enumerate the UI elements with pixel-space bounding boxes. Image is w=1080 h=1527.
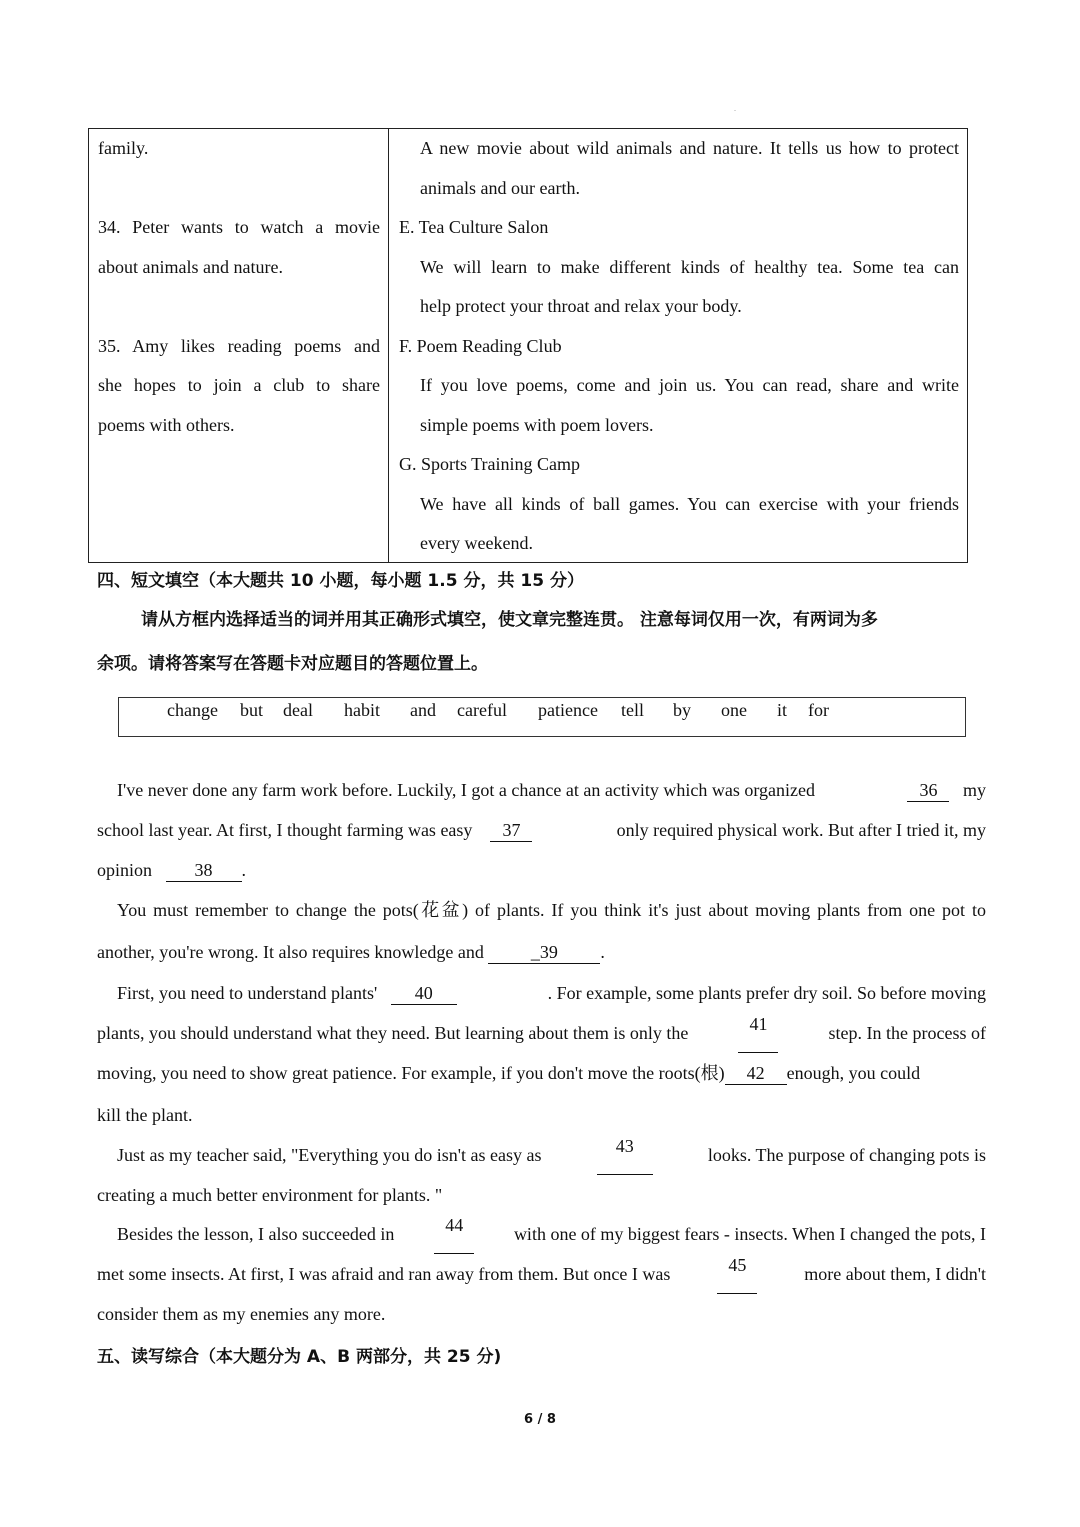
option-line: every weekend. xyxy=(420,533,533,553)
passage-text: looks. The purpose of changing pots is xyxy=(707,1145,986,1165)
option-line: We have all kinds of ball games. You can exercise with your friends xyxy=(420,493,959,514)
passage-text: moving, you need to show great patience. For example, if you don't move the roots(根) xyxy=(97,1063,725,1083)
passage-paragraph-1 xyxy=(97,770,986,890)
word-option: habit xyxy=(344,700,380,720)
question-line: poems with others. xyxy=(98,414,235,435)
passage-paragraph-4 xyxy=(97,1135,986,1215)
instruction-line-2: 余项。请将答案写在答题卡对应题目的答题位置上。 xyxy=(97,654,488,674)
blank-36: 36 xyxy=(907,779,949,802)
word-option: deal xyxy=(283,700,313,720)
passage-text: . xyxy=(241,860,247,880)
word-option: tell xyxy=(621,700,644,720)
word-box xyxy=(118,697,966,737)
passage-text: step. In the process of xyxy=(828,1023,986,1043)
word-option: one xyxy=(721,700,747,720)
passage-paragraph-2 xyxy=(97,890,986,974)
instruction-line-1: 请从方框内选择适当的词并用其正确形式填空，使文章完整连贯。 注意每词仅用一次，有两词为多 xyxy=(141,610,878,630)
passage-text: school last year. At first, I thought farming was easy xyxy=(97,820,473,840)
option-heading: F. Poem Reading Club xyxy=(399,335,562,356)
passage-text: enough, you could xyxy=(786,1063,921,1083)
option-line: animals and our earth. xyxy=(420,177,580,198)
passage-text: kill the plant. xyxy=(97,1105,193,1125)
option-line: A new movie about wild animals and nature. It tells us how to protect xyxy=(420,138,959,158)
questions-column xyxy=(89,129,389,562)
scan-dot: . xyxy=(734,104,736,113)
passage-text: creating a much better environment for plants. " xyxy=(97,1185,443,1205)
word-option: by xyxy=(673,700,691,720)
question-line xyxy=(98,169,380,209)
option-line: simple poems with poem lovers. xyxy=(420,414,654,435)
section-4-title: 四、短文填空（本大题共 10 小题，每小题 1.5 分，共 15 分） xyxy=(97,571,584,591)
word-option: for xyxy=(808,700,829,720)
passage-text: only required physical work. But after I tried it, my xyxy=(616,820,986,840)
passage-text: plants, you should understand what they need. But learning about them is only the xyxy=(97,1023,689,1043)
section-5-title: 五、读写综合（本大题分为 A、B 两部分，共 25 分) xyxy=(97,1347,502,1367)
option-line: help protect your throat and relax your body. xyxy=(420,296,742,316)
option-line: We will learn to make different kinds of healthy tea. Some tea can xyxy=(420,256,959,277)
word-option: careful xyxy=(457,700,507,720)
options-column xyxy=(389,129,967,562)
option-line: If you love poems, come and join us. You can read, share and write xyxy=(420,375,959,395)
option-heading: E. Tea Culture Salon xyxy=(399,217,549,237)
passage-text: I've never done any farm work before. Luckily, I got a chance at an activity which was organized xyxy=(117,780,815,800)
question-line: about animals and nature. xyxy=(98,256,283,277)
passage-text: Besides the lesson, I also succeeded in xyxy=(117,1224,395,1244)
question-line xyxy=(98,287,380,327)
blank-38: 38 xyxy=(166,859,242,882)
blank-39: _39 xyxy=(488,941,600,964)
question-line: she hopes to join a club to share xyxy=(98,375,380,395)
passage-text: . For example, some plants prefer dry soil. So before moving xyxy=(547,983,986,1003)
word-option: but xyxy=(240,700,264,720)
question-line: family. xyxy=(98,138,149,158)
passage-text: with one of my biggest fears - insects. When I changed the pots, I xyxy=(513,1224,986,1244)
passage-paragraph-5 xyxy=(97,1214,986,1334)
blank-45: 45 xyxy=(717,1254,757,1294)
option-heading: G. Sports Training Camp xyxy=(399,454,581,474)
passage-text: . xyxy=(600,942,605,962)
passage-text: You must remember to change the pots(花盆) of plants. If you think it's just about moving plants from one pot to xyxy=(117,900,986,920)
word-option: patience xyxy=(538,700,598,720)
page-number: 6 / 8 xyxy=(524,1412,556,1427)
passage-text: met some insects. At first, I was afraid and ran away from them. But once I was xyxy=(97,1264,671,1284)
matching-table xyxy=(88,128,968,563)
passage-paragraph-3 xyxy=(97,973,986,1137)
passage-text: consider them as my enemies any more. xyxy=(97,1304,386,1324)
blank-42: 42 xyxy=(725,1062,787,1085)
passage-text: opinion xyxy=(97,860,153,880)
passage-text: another, you're wrong. It also requires knowledge and xyxy=(97,942,484,962)
passage-text: my xyxy=(962,780,986,800)
question-line: 35. Amy likes reading poems and xyxy=(98,335,380,356)
blank-41: 41 xyxy=(738,1013,778,1053)
passage-text: First, you need to understand plants' xyxy=(117,983,378,1003)
question-line: 34. Peter wants to watch a movie xyxy=(98,217,380,237)
blank-40: 40 xyxy=(391,982,457,1005)
passage-text: Just as my teacher said, "Everything you do isn't as easy as xyxy=(117,1145,542,1165)
word-option: it xyxy=(777,700,788,720)
blank-43: 43 xyxy=(597,1135,653,1175)
blank-37: 37 xyxy=(490,819,532,842)
word-option: change xyxy=(167,700,218,720)
word-option: and xyxy=(410,700,436,720)
passage-text: more about them, I didn't xyxy=(804,1264,986,1284)
blank-44: 44 xyxy=(434,1214,474,1254)
